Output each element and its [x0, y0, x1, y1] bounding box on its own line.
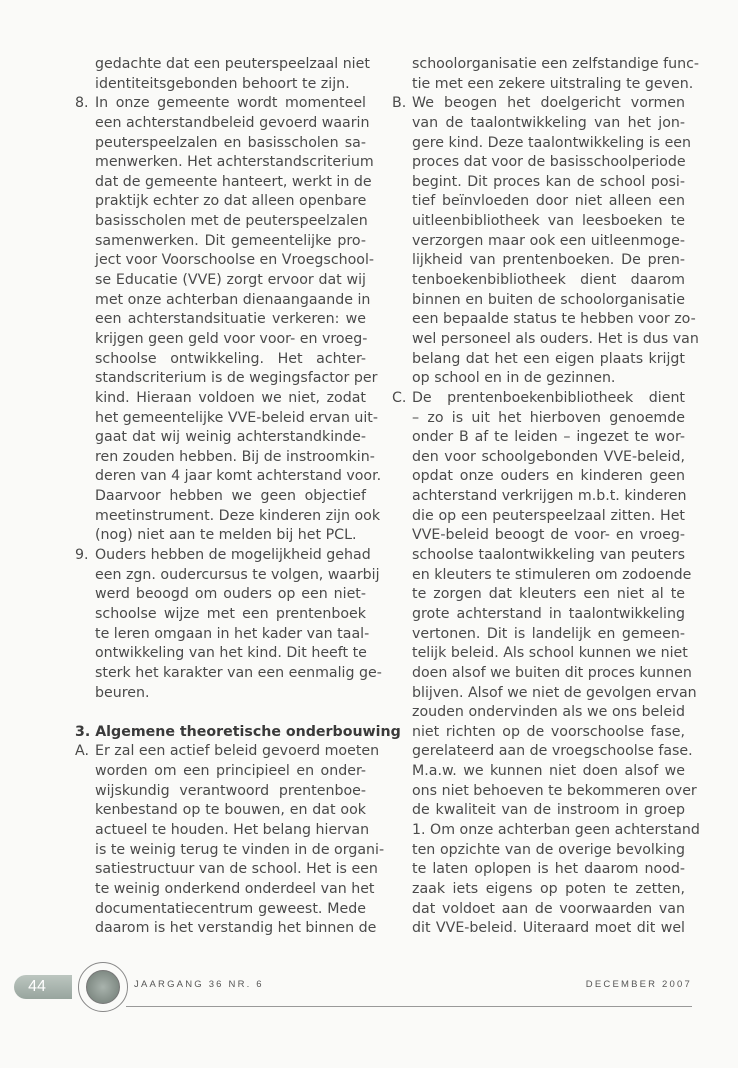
text-line: kenbestand op te bouwen, en dat ook	[95, 802, 366, 819]
text-line: proces dat voor de basisschoolperiode	[412, 154, 686, 171]
text-line: werd beoogd om ouders op een niet-	[95, 586, 366, 603]
text-line: het gemeentelijke VVE-beleid ervan uit-	[95, 409, 378, 426]
text-line: zaak iets eigens op poten te zetten,	[412, 880, 685, 897]
list-item	[75, 546, 382, 703]
issue-label: JAARGANG 36 NR. 6	[134, 979, 264, 990]
text-line: 1. Om onze achterban geen achterstand	[412, 821, 700, 838]
text-line: een zgn. oudercursus te volgen, waarbij	[95, 566, 380, 583]
text-line: actueel te houden. Het belang hiervan	[95, 821, 370, 838]
right-column	[392, 55, 700, 939]
list-item	[75, 94, 382, 546]
text-line: doen alsof we buiten dit proces kunnen	[412, 664, 692, 681]
text-line: gere kind. Deze taalontwikkeling is een	[412, 134, 692, 151]
text-line: lijkheid van prentenboeken. De pren-	[412, 252, 685, 269]
text-line: krijgen geen geld voor voor- en vroeg-	[95, 330, 368, 347]
text-line: ren zouden hebben. Bij de instroomkin-	[95, 448, 375, 465]
text-line: samenwerken. Dit gemeentelijke pro-	[95, 232, 366, 249]
text-line: te weinig onderkend onderdeel van het	[95, 880, 375, 897]
text-line: worden om een principieel en onder-	[95, 763, 366, 780]
text-line: ons niet behoeven te bekommeren over	[412, 782, 697, 799]
text-line: We beogen het doelgericht vormen B.	[412, 94, 685, 114]
text-line: tief beïnvloeden door niet alleen een	[412, 193, 685, 210]
text-line: en kleuters te stimuleren om zodoende	[412, 566, 692, 583]
text-line: begint. Dit proces kan de school posi-	[412, 173, 685, 190]
text-line: wijskundig verantwoord prentenboe-	[95, 782, 366, 799]
text-line: documentatiecentrum geweest. Mede	[95, 900, 366, 917]
paragraph	[412, 55, 700, 94]
text-line: zouden ondervinden als we ons beleid	[412, 704, 685, 721]
list-marker: 9.	[75, 547, 89, 564]
text-line: vertonen. Dit is landelijk en gemeen-	[412, 625, 685, 642]
text-line: tenboekenbibliotheek dient daarom	[412, 272, 685, 289]
text-line: meetinstrument. Deze kinderen zijn ook	[95, 507, 381, 524]
text-line: telijk beleid. Als school kunnen we niet	[412, 645, 688, 662]
text-line: gedachte dat een peuterspeelzaal niet	[95, 56, 370, 72]
text-line: te leren omgaan in het kader van taal-	[95, 625, 370, 642]
text-line: wel personeel als ouders. Het is dus van	[412, 330, 699, 347]
footer-divider	[126, 1006, 692, 1007]
text-line: dit VVE-beleid. Uiteraard moet dit wel	[412, 920, 685, 937]
text-line: basisscholen met de peuterspeelzalen	[95, 213, 368, 230]
text-line: Daarvoor hebben we geen objectief	[95, 488, 366, 505]
text-line: schoolse ontwikkeling. Het achter-	[95, 350, 366, 367]
left-column	[75, 55, 401, 939]
text-line: niet richten op de voorschoolse fase,	[412, 723, 685, 740]
text-line: VVE-beleid beoogt de voor- en vroeg-	[412, 527, 685, 544]
list-item	[392, 94, 699, 389]
text-line: In onze gemeente wordt momenteel 8.	[95, 94, 366, 114]
list-marker: B.	[392, 95, 407, 112]
paragraph-gap	[95, 703, 366, 723]
text-line: schoolse taalontwikkeling van peuters	[412, 547, 685, 564]
section-heading: 3. Algemene theoretische onderbouwing	[75, 723, 401, 740]
text-line: Ouders hebben de mogelijkheid gehad 9.	[95, 546, 366, 566]
list-item	[392, 389, 700, 939]
list-item	[75, 742, 385, 938]
text-line: met onze achterban dienaangaande in	[95, 291, 371, 308]
text-line: is te weinig terug te vinden in de organi-	[95, 841, 385, 858]
text-line: ject voor Voorschoolse en Vroegschool-	[95, 252, 375, 269]
text-line: uitleenbibliotheek van leesboeken te	[412, 213, 685, 230]
issue-date: DECEMBER 2007	[585, 979, 692, 990]
text-line: den voor schoolgebonden VVE-beleid,	[412, 448, 685, 465]
text-line: blijven. Alsof we niet de gevolgen ervan	[412, 684, 697, 701]
list-marker: A.	[75, 743, 89, 760]
text-line: kind. Hieraan voldoen we niet, zodat	[95, 389, 366, 406]
text-line: gerelateerd aan de vroegschoolse fase.	[412, 743, 693, 760]
text-line: een achterstandsituatie verkeren: we	[95, 311, 366, 328]
text-line: standscriterium is de wegingsfactor per	[95, 370, 378, 387]
text-line: sterk het karakter van een eenmalig ge-	[95, 664, 382, 681]
text-line: dat voldoet aan de voorwaarden van	[412, 900, 685, 917]
text-line: onder B af te leiden – ingezet te wor-	[412, 429, 685, 446]
text-line: een bepaalde status te hebben voor zo-	[412, 311, 696, 328]
paragraph	[95, 55, 370, 94]
text-line: verzorgen maar ook een uitleenmoge-	[412, 232, 685, 249]
text-line: dat de gemeente hanteert, werkt in de	[95, 173, 372, 190]
seal-emblem	[86, 970, 120, 1004]
text-line: satiestructuur van de school. Het is een	[95, 861, 378, 878]
text-line: identiteitsgebonden behoort te zijn.	[95, 75, 350, 92]
text-line: tie met een zekere uitstraling te geven.	[412, 75, 694, 92]
text-line: ontwikkeling van het kind. Dit heeft te	[95, 645, 367, 662]
list-marker: 8.	[75, 95, 89, 112]
text-line: die op een peuterspeelzaal zitten. Het	[412, 507, 685, 524]
text-line: menwerken. Het achterstandscriterium	[95, 154, 374, 171]
text-line: M.a.w. we kunnen niet doen alsof we	[412, 763, 685, 780]
text-line: opdat onze ouders en kinderen geen	[412, 468, 685, 485]
text-line: schoolorganisatie een zelfstandige func-	[412, 56, 700, 72]
list-marker: C.	[392, 389, 407, 406]
text-line: een achterstandbeleid gevoerd waarin	[95, 114, 370, 131]
text-line: binnen en buiten de schoolorganisatie	[412, 291, 685, 308]
text-line: ten opzichte van de overige bevolking	[412, 841, 685, 858]
text-line: – zo is uit het hierboven genoemde	[412, 409, 685, 426]
text-line: peuterspeelzalen en basisscholen sa-	[95, 134, 366, 151]
text-line: de kwaliteit van de instroom in groep	[412, 802, 685, 819]
text-line: praktijk echter zo dat alleen openbare	[95, 193, 367, 210]
text-line: (nog) niet aan te melden bij het PCL.	[95, 527, 357, 544]
page-number: 44	[28, 978, 46, 995]
text-line: te laten oplopen is het daarom nood-	[412, 861, 685, 878]
text-line: te zorgen dat kleuters een niet al te	[412, 586, 685, 603]
text-line: De prentenboekenbibliotheek dient C.	[412, 389, 685, 409]
text-line: achterstand verkrijgen m.b.t. kinderen	[412, 488, 687, 505]
text-line: deren van 4 jaar komt achterstand voor.	[95, 468, 382, 485]
journal-seal-icon	[78, 962, 128, 1012]
text-line: van de taalontwikkeling van het jon-	[412, 114, 685, 131]
text-line: belang dat het een eigen plaats krijgt	[412, 350, 685, 367]
text-line: Er zal een actief beleid gevoerd moeten A.	[95, 742, 366, 762]
text-line: daarom is het verstandig het binnen de	[95, 920, 377, 937]
text-line: op school en in de gezinnen.	[412, 370, 616, 387]
text-line: beuren.	[95, 684, 150, 701]
text-line: schoolse wijze met een prentenboek	[95, 605, 366, 622]
text-line: se Educatie (VVE) zorgt ervoor dat wij	[95, 272, 366, 289]
text-line: gaat dat wij weinig achterstandkinde-	[95, 429, 366, 446]
text-line: grote achterstand in taalontwikkeling	[412, 605, 685, 622]
